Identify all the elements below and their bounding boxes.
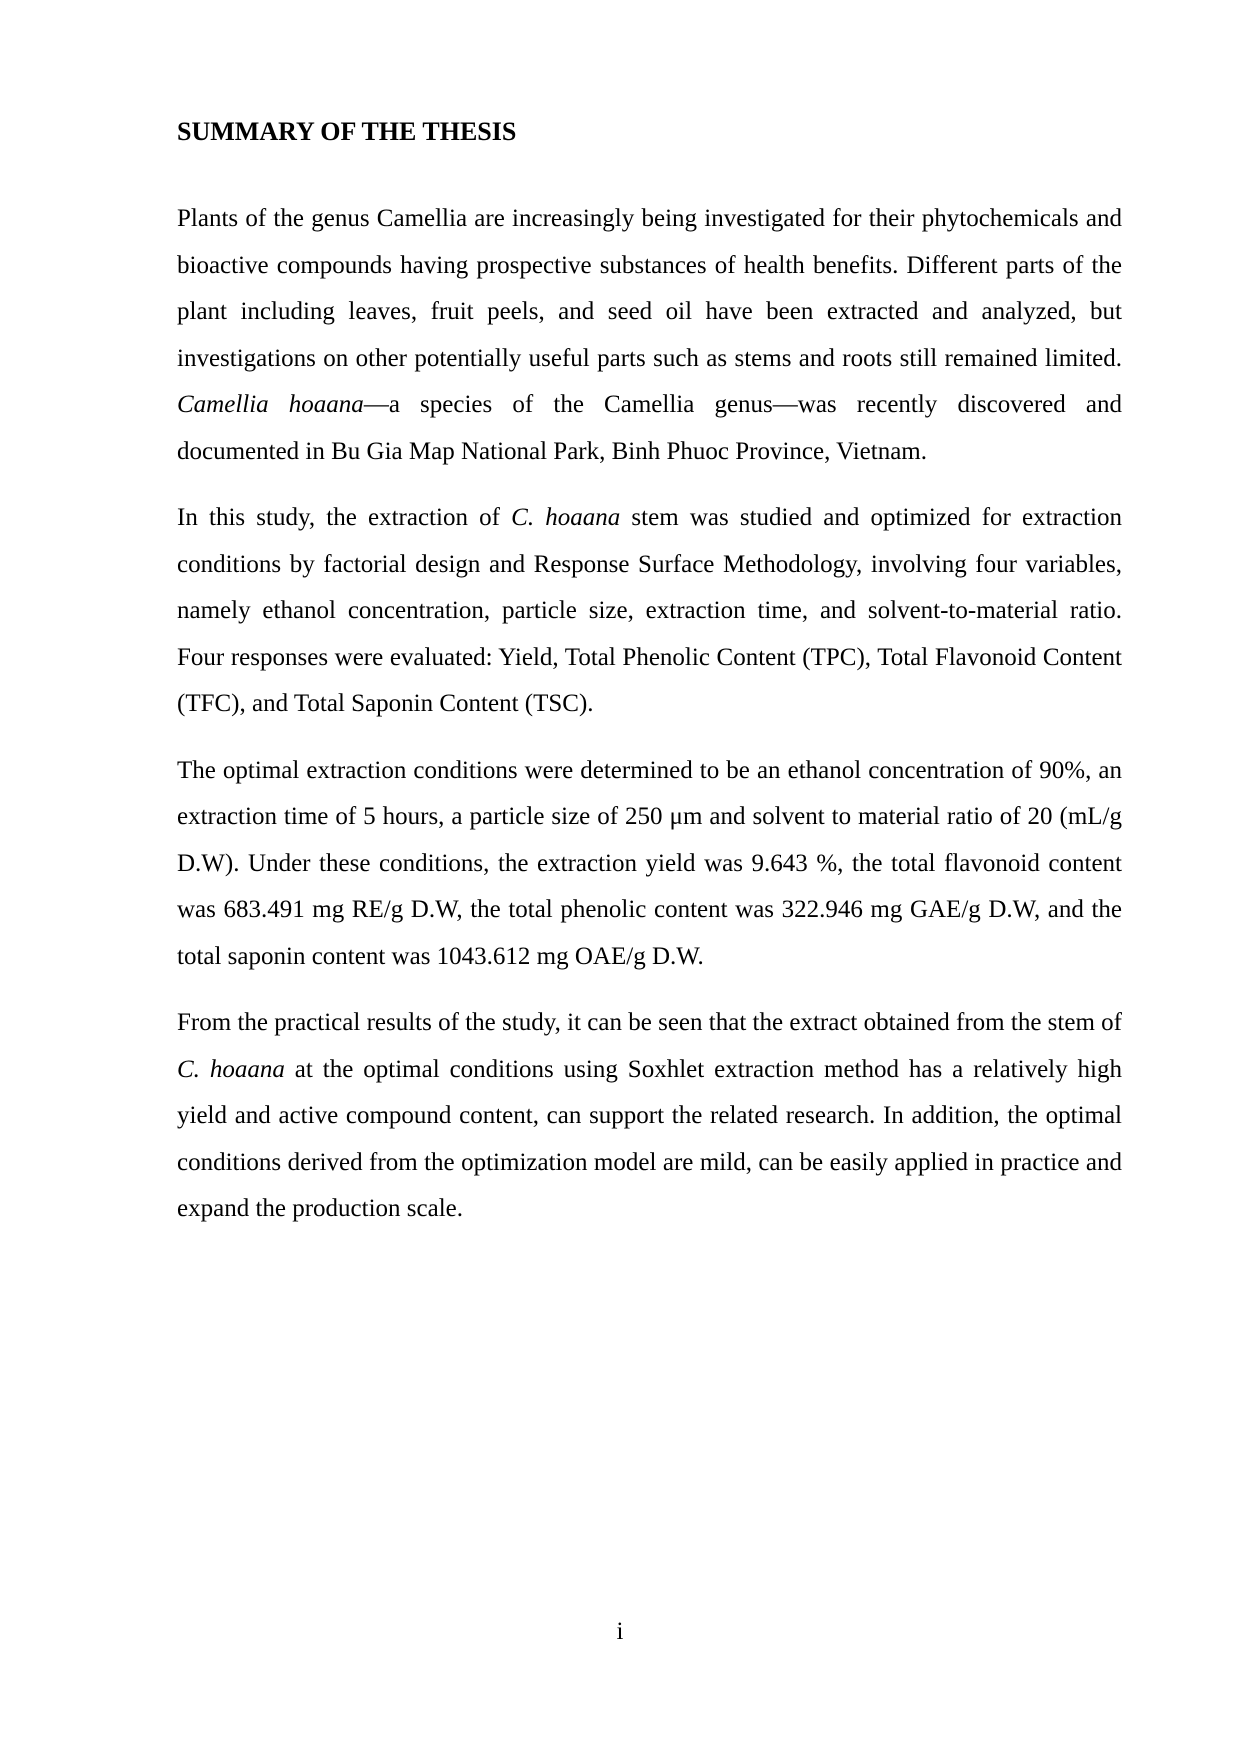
paragraph-4-text-2: at the optimal conditions using Soxhlet extraction method has a relatively high yield and active compound content, can support the related research. In addition, the optimal conditions derived from the optimization model are mild, can be easily applied in practice and expand the production scale. — [177, 1055, 1122, 1222]
paragraph-3-text-1: The optimal extraction conditions were determined to be an ethanol concentration of 90%, an extraction time of 5 hours, a particle size of 250 μm and solvent to material ratio of 20 (mL/g D.W). Under these conditions, the extraction yield was 9.643 %, the total flavonoid content was 683.491 mg RE/g D.W, the total phenolic content was 322.946 mg GAE/g D.W, and the total saponin content was 1043.612 mg OAE/g D.W. — [177, 756, 1122, 970]
species-abbrev-italic: C. hoaana — [511, 504, 621, 531]
summary-body — [177, 196, 1122, 1253]
paragraph-4-text-1: From the practical results of the study, it can be seen that the extract obtained from the stem of — [177, 1009, 1122, 1036]
paragraph-1-text-1: Plants of the genus Camellia are increasingly being investigated for their phytochemicals and bioactive compounds having prospective substances of health benefits. Different parts of the plant including leaves, fruit peels, and seed oil have been extracted and analyzed, but investigations on other potentially useful parts such as stems and roots still remained limited. — [177, 205, 1122, 372]
paragraph-1 — [177, 196, 1122, 475]
page-title: SUMMARY OF THE THESIS — [177, 117, 517, 146]
paragraph-2-text-2: stem was studied and optimized for extraction conditions by factorial design and Response Surface Methodology, involving four variables, namely ethanol concentration, particle size, extraction time, and solvent-to-material ratio. Four responses were evaluated: Yield, Total Phenolic Content (TPC), Total Flavonoid Content (TFC), and Total Saponin Content (TSC). — [177, 504, 1122, 717]
paragraph-3 — [177, 748, 1122, 981]
species-abbrev-italic: C. hoaana — [177, 1055, 285, 1083]
page-number: i — [616, 1618, 624, 1645]
paragraph-2-text-1: In this study, the extraction of — [177, 504, 512, 531]
paragraph-1-text-2: —a species of the Camellia genus—was recently discovered and documented in Bu Gia Map National Park, Binh Phuoc Province, Vietnam. — [177, 391, 1122, 465]
paragraph-2 — [177, 495, 1122, 728]
paragraph-4 — [177, 1000, 1122, 1233]
species-name-italic: Camellia hoaana — [177, 391, 364, 418]
